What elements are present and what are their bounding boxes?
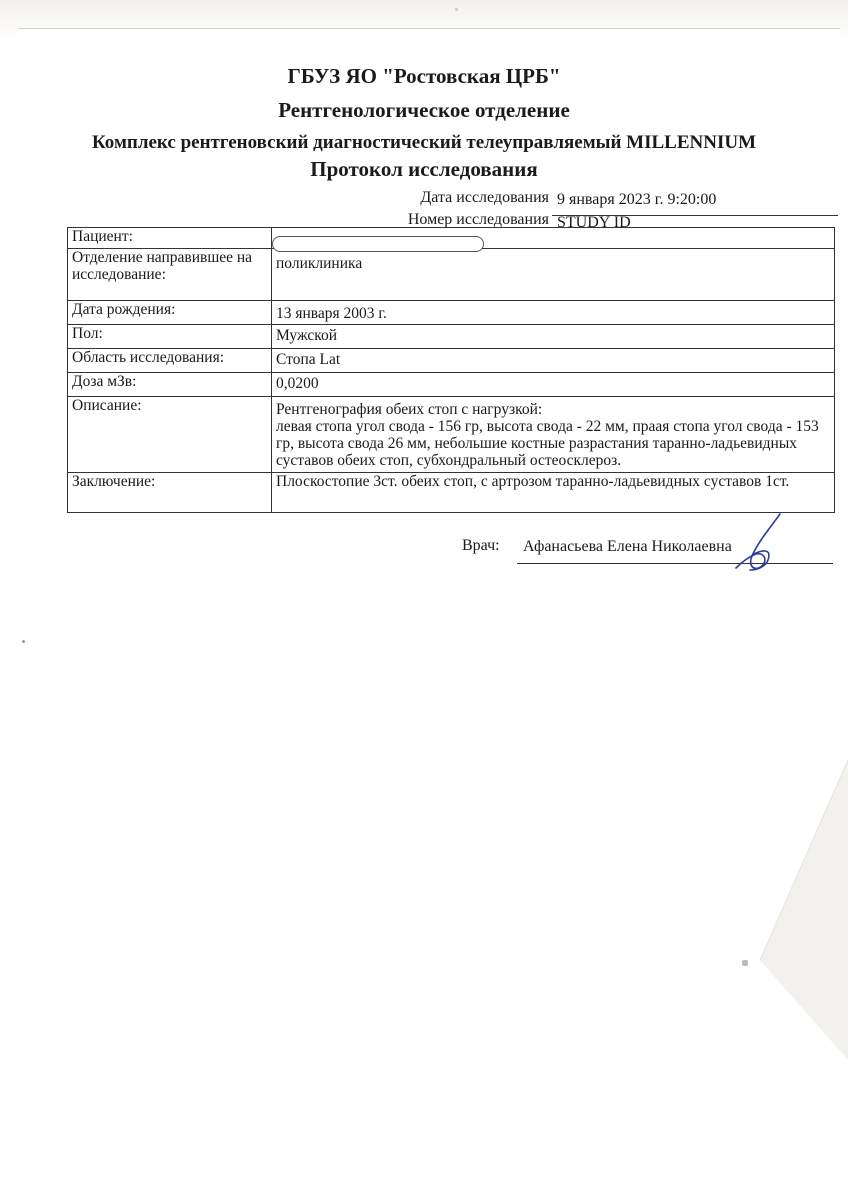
row-label: Отделение направившее на исследование:	[68, 249, 272, 301]
table-row	[68, 325, 835, 349]
protocol-table	[67, 227, 835, 513]
paper-speck	[742, 960, 748, 966]
study-date-value: 9 января 2023 г. 9:20:00	[557, 191, 717, 208]
table-row	[68, 473, 835, 513]
study-number-value: STUDY ID	[557, 214, 631, 231]
patient-name-redaction	[272, 236, 484, 252]
row-label: Заключение:	[68, 473, 272, 513]
table-row	[68, 373, 835, 397]
row-value: Стопа Lat	[272, 349, 835, 373]
row-value: 0,0200	[272, 373, 835, 397]
row-label: Пол:	[68, 325, 272, 349]
row-value: Мужской	[272, 325, 835, 349]
doctor-label: Врач:	[462, 537, 500, 554]
row-value: поликлиника	[272, 249, 835, 301]
row-label: Дата рождения:	[68, 301, 272, 325]
table-row	[68, 349, 835, 373]
organization-title: ГБУЗ ЯО "Ростовская ЦРБ"	[287, 64, 561, 88]
study-date-label: Дата исследования	[420, 189, 549, 206]
paper-speck	[455, 8, 458, 11]
row-value: Рентгенография обеих стоп с нагрузкой: левая стопа угол свода - 156 гр, высота свода - 22 мм, праая стопа угол свода - 153 гр, высота свода 26 мм, небольшие костные разрастания таранно-ладьевидных суставов обеих стоп, субхондральный остеосклероз.	[272, 397, 835, 473]
paper-fold-shadow	[700, 760, 848, 1060]
protocol-title: Протокол исследования	[310, 157, 538, 181]
signature-icon	[728, 510, 798, 580]
row-label: Описание:	[68, 397, 272, 473]
row-label: Пациент:	[68, 228, 272, 249]
paper-speck	[22, 640, 25, 643]
table-row	[68, 397, 835, 473]
device-title: Комплекс рентгеновский диагностический телеуправляемый MILLENNIUM	[91, 132, 757, 153]
table-row	[68, 249, 835, 301]
row-label: Доза мЗв:	[68, 373, 272, 397]
doctor-name: Афанасьева Елена Николаевна	[523, 538, 732, 555]
row-value: 13 января 2003 г.	[272, 301, 835, 325]
row-value: Плоскостопие 3ст. обеих стоп, с артрозом таранно-ладьевидных суставов 1ст.	[272, 473, 835, 513]
table-row	[68, 301, 835, 325]
study-number-label: Номер исследования	[407, 211, 549, 228]
row-label: Область исследования:	[68, 349, 272, 373]
department-title: Рентгенологическое отделение	[278, 98, 570, 122]
